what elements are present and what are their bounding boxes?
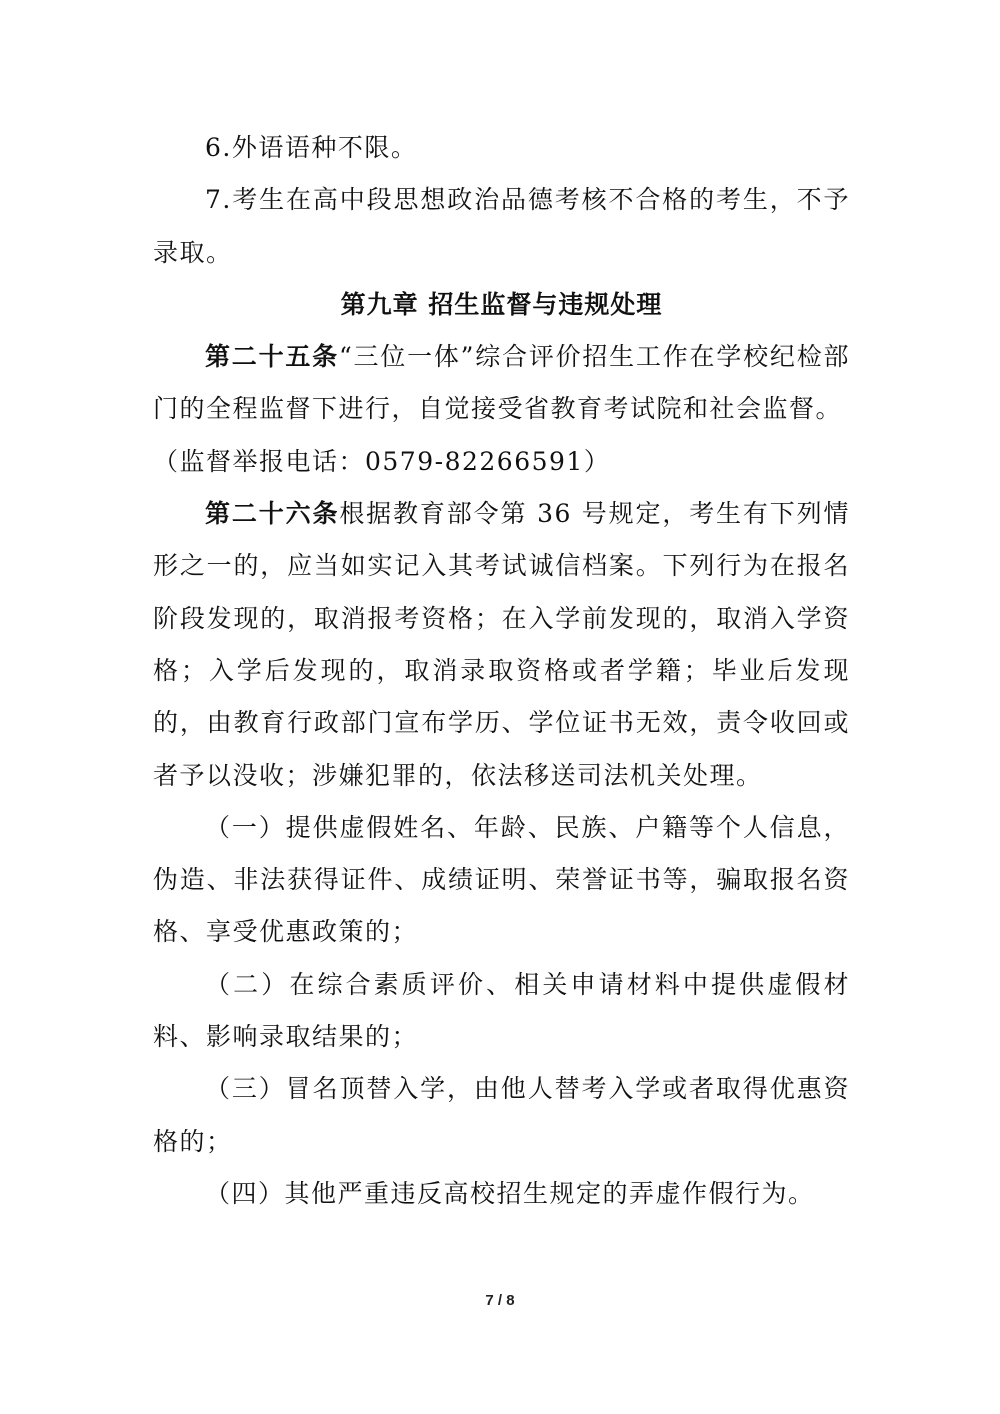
- chapter-heading: 第九章 招生监督与违规处理: [340, 289, 663, 319]
- clause-4: （四）其他严重违反高校招生规定的弄虚作假行为。: [205, 1178, 815, 1208]
- article-25-text: “三位一体”综合评价招生工作在学校纪检部门的全程监督下进行，自觉接受省教育考试院和社会监督。: [153, 342, 850, 424]
- list-item-6: 6.外语语种不限。: [205, 133, 418, 162]
- list-item-7: 7.考生在高中段思想政治品德考核不合格的考生，不予录取。: [153, 185, 850, 267]
- clause-3: （三）冒名顶替入学，由他人替考入学或者取得优惠资格的；: [153, 1074, 850, 1156]
- clause-1: （一）提供虚假姓名、年龄、民族、户籍等个人信息，伪造、非法获得证件、成绩证明、荣誉证书等，骗取报名资格、享受优惠政策的；: [153, 812, 850, 947]
- page-number: 7 / 8: [485, 1292, 515, 1309]
- article-25: [153, 331, 850, 436]
- article-26-label: 第二十六条: [205, 499, 340, 529]
- clause-2: （二）在综合素质评价、相关申请材料中提供虚假材料、影响录取结果的；: [153, 969, 850, 1052]
- document-body: [153, 122, 850, 1220]
- article-26-text: 根据教育部令第 36 号规定，考生有下列情形之一的，应当如实记入其考试诚信档案。下列行为在报名阶段发现的，取消报考资格；在入学前发现的，取消入学资格；入学后发现的，取消录取资格或者学籍；毕业后发现的，由教育行政部门宣布学历、学位证书无效，责令收回或者予以没收；涉嫌犯罪的，依法移送司法机关处理。: [153, 499, 850, 790]
- article-26: [153, 488, 850, 802]
- article-25-label: 第二十五条: [205, 342, 339, 372]
- report-hotline: （监督举报电话：0579-82266591）: [153, 446, 611, 476]
